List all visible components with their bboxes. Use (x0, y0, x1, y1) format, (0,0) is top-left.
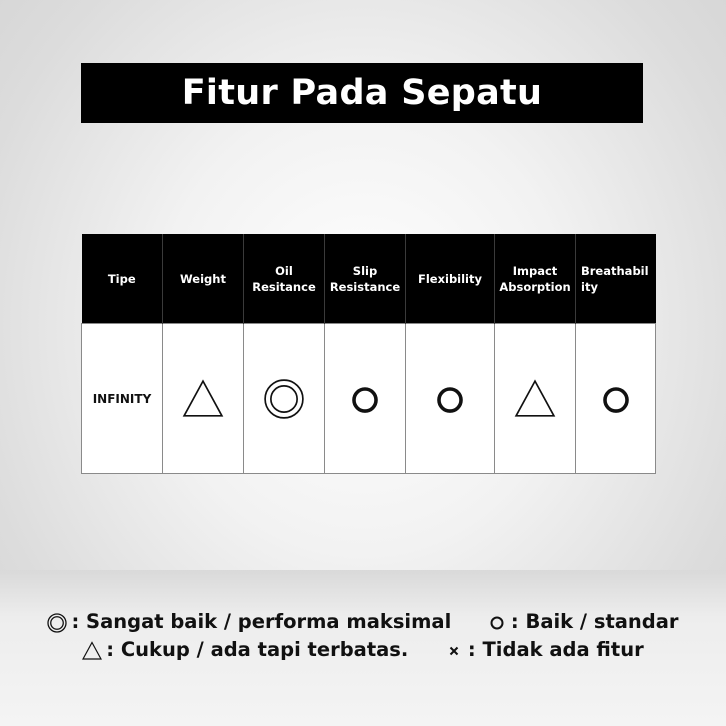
double-circle-icon (263, 378, 305, 420)
legend-item-none (444, 638, 644, 661)
feature-table (81, 234, 656, 474)
triangle-icon (514, 378, 556, 420)
type-cell: INFINITY (82, 324, 163, 474)
legend-line-2 (0, 638, 726, 661)
title-text: Fitur Pada Sepatu (181, 73, 543, 113)
legend-text-very-good: : Sangat baik / performa maksimal (71, 610, 452, 633)
circle-icon (595, 378, 637, 420)
weight-rating-cell (163, 324, 244, 474)
page-title (81, 63, 643, 123)
legend-item-very-good (47, 610, 451, 633)
triangle-icon (82, 641, 102, 661)
circle-icon (429, 378, 471, 420)
header-flexibility: Flexibility (406, 234, 495, 324)
legend-text-good: : Baik / standar (510, 610, 679, 633)
header-slip-resistance: Slip Resistance (325, 234, 406, 324)
legend-line-1 (0, 610, 726, 633)
slip-resistance-rating-cell (325, 324, 406, 474)
breathability-rating-cell (576, 324, 656, 474)
table-row (82, 324, 656, 474)
triangle-icon (182, 378, 224, 420)
legend-item-sufficient (82, 638, 408, 661)
header-breathability: Breathability (576, 234, 656, 324)
legend-text-sufficient: : Cukup / ada tapi terbatas. (106, 638, 409, 661)
legend-item-good (487, 610, 679, 633)
circle-icon (344, 378, 386, 420)
header-impact-absorption: Impact Absorption (495, 234, 576, 324)
flexibility-rating-cell (406, 324, 495, 474)
header-weight: Weight (163, 234, 244, 324)
cross-icon (444, 641, 464, 661)
circle-icon (487, 613, 507, 633)
double-circle-icon (47, 613, 67, 633)
legend-text-none: : Tidak ada fitur (467, 638, 644, 661)
oil-resistance-rating-cell (244, 324, 325, 474)
header-tipe: Tipe (82, 234, 163, 324)
impact-absorption-rating-cell (495, 324, 576, 474)
header-oil-resistance: Oil Resitance (244, 234, 325, 324)
header-row (82, 234, 656, 324)
